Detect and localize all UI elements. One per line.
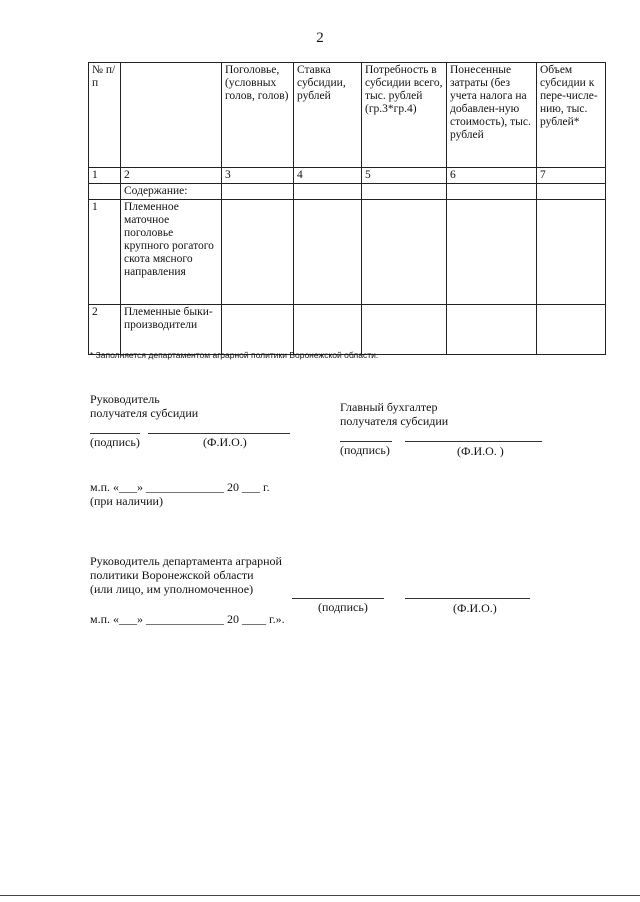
header-cell: Потребность в субсидии всего, тыс. рублей (гр.3*гр.4) [362,63,447,168]
signature-label: (подпись) [90,435,140,449]
header-cell: Поголовье, (условных голов, голов) [222,63,294,168]
recipient-head-title: Руководитель [90,392,160,406]
row-name: Племенные быки-производители [121,305,222,355]
page-number: 2 [316,30,324,46]
recipient-head-subtitle: получателя субсидии [90,406,199,420]
column-number: 4 [294,168,362,184]
header-cell: Объем субсидии к пере-числе-нию, тыс. рублей* [537,63,606,168]
row-number: 1 [89,200,121,305]
if-available-note: (при наличии) [90,494,163,508]
subsidy-table [88,62,606,355]
stamp-date-line: м.п. «___» _____________ 20 ____ г.». [90,612,285,626]
fio-label: (Ф.И.О. ) [457,444,504,458]
dept-head-authorized: (или лицо, им уполномоченное) [90,582,254,596]
header-cell: Ставка субсидии, рублей [294,63,362,168]
table-row [89,305,606,355]
fio-line [148,433,290,434]
column-number: 2 [121,168,222,184]
fio-label: (Ф.И.О.) [453,601,497,615]
column-number: 1 [89,168,121,184]
fio-line [405,441,542,442]
row-name: Племенное маточное поголовье крупного рогатого скота мясного направления [121,200,222,305]
stamp-date-line: м.п. «___» _____________ 20 ___ г. [90,480,270,494]
column-number: 6 [447,168,537,184]
header-cell [121,63,222,168]
column-number: 7 [537,168,606,184]
column-number: 5 [362,168,447,184]
row-number: 2 [89,305,121,355]
column-number: 3 [222,168,294,184]
signature-label: (подпись) [340,443,390,457]
content-row [89,184,606,200]
signature-label: (подпись) [318,600,368,614]
dept-head-title: Руководитель департамента аграрной [90,554,282,568]
signature-line [90,433,140,434]
signature-line [340,441,392,442]
chief-accountant-subtitle: получателя субсидии [340,414,449,428]
fio-line [405,598,530,599]
content-label: Содержание: [121,184,222,200]
chief-accountant-title: Главный бухгалтер [340,400,438,414]
signature-line [292,598,384,599]
header-cell: № п/п [89,63,121,168]
table-header-row [89,63,606,168]
page-bottom-rule [0,895,640,896]
table-row [89,200,606,305]
table-footnote: * Заполняется департаментом аграрной политики Воронежской области. [90,350,379,360]
fio-label: (Ф.И.О.) [203,435,247,449]
column-number-row [89,168,606,184]
header-cell: Понесенные затраты (без учета налога на добавлен-ную стоимость), тыс. рублей [447,63,537,168]
dept-head-subtitle: политики Воронежской области [90,568,254,582]
